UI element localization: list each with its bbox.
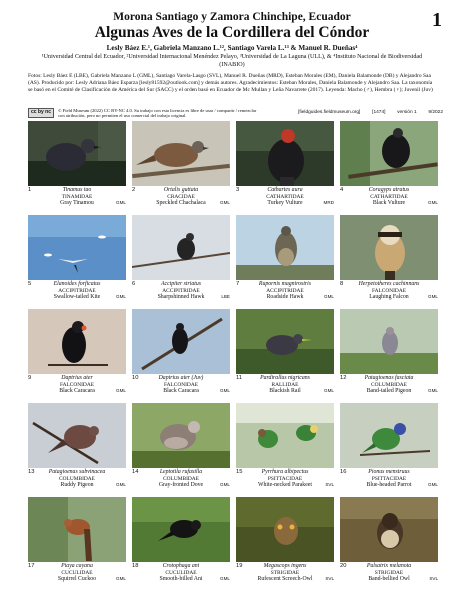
scientific-name: Pulsatrix melanota: [366, 563, 412, 569]
family-name: STRIGIDAE: [374, 569, 404, 576]
species-number: 19: [236, 563, 243, 569]
species-card: [132, 497, 230, 587]
species-card: [236, 215, 334, 305]
family-name: CUCULIDAE: [61, 569, 93, 576]
common-name: Laughing Falcon: [369, 294, 409, 301]
family-name: ACCIPITRIDAE: [266, 287, 304, 294]
photo-credit: MRD: [323, 200, 334, 206]
species-number: 6: [132, 281, 136, 287]
photo-credit: GML: [428, 388, 438, 394]
species-card: [340, 215, 438, 305]
species-number: 11: [236, 375, 243, 381]
scientific-name: Leptotila rufaxilla: [159, 469, 203, 475]
photo-credit: SVL: [325, 482, 334, 488]
species-number: 8: [340, 281, 344, 287]
common-name: Smooth-billed Ani: [159, 576, 203, 583]
family-name: FALCONIDAE: [59, 381, 95, 388]
scientific-name: Rupornis magnirostris: [258, 281, 312, 287]
bird-photo: [132, 497, 230, 562]
family-name: PSITTACIDAE: [371, 475, 407, 482]
scientific-name: Crotophaga ani: [162, 563, 200, 569]
common-name: Black Caracara: [163, 388, 199, 395]
photo-credit: GML: [428, 482, 438, 488]
photo-credit: GML: [220, 388, 230, 394]
scientific-name: Tinamus tao: [62, 187, 92, 193]
family-name: ACCIPITRIDAE: [162, 287, 200, 294]
guide-title: Algunas Aves de la Cordillera del Cóndor: [94, 24, 370, 41]
photo-credit: GML: [428, 200, 438, 206]
photo-credit: GML: [116, 294, 126, 300]
family-name: CRACIDAE: [167, 193, 195, 200]
scientific-name: Pardirallus nigricans: [260, 375, 310, 381]
family-name: COLUMBIDAE: [163, 475, 199, 482]
common-name: Band-tailed Pigeon: [366, 388, 412, 395]
common-name: Squirrel Cuckoo: [57, 576, 97, 583]
bird-photo: [28, 403, 126, 468]
species-card: [28, 309, 126, 399]
photo-credit: GML: [220, 576, 230, 582]
common-name: Rufescent Screech-Owl: [257, 576, 313, 583]
species-card: [340, 121, 438, 211]
species-card: [132, 403, 230, 493]
family-name: STRIGIDAE: [270, 569, 300, 576]
species-number: 4: [340, 187, 344, 193]
guide-id: [1474]: [372, 110, 386, 115]
bird-photo: [236, 497, 334, 562]
species-number: 12: [340, 375, 347, 381]
page-header: [0, 0, 464, 138]
bird-photo: [28, 309, 126, 374]
scientific-name: Daptrius ater (Juv): [158, 375, 204, 381]
bird-photo: [236, 215, 334, 280]
license-text: © Field Museum (2022) CC BY-NC 4.0. Su trabajo con esta licencia es libre de usar / compartir / remezclar con atribución, pero no permiten el uso comercial del trabajo original.: [58, 108, 257, 119]
bird-photo: [132, 121, 230, 186]
species-card: [28, 121, 126, 211]
species-card: [28, 403, 126, 493]
common-name: Turkey Vulture: [267, 200, 303, 207]
species-card: [340, 403, 438, 493]
species-card: [340, 309, 438, 399]
species-number: 13: [28, 469, 35, 475]
bird-photo: [340, 497, 438, 562]
scientific-name: Patagioenas fasciata: [364, 375, 414, 381]
bird-photo: [236, 403, 334, 468]
common-name: White-necked Parakeet: [258, 482, 312, 489]
bird-photo: [236, 309, 334, 374]
family-name: ACCIPITRIDAE: [58, 287, 96, 294]
common-name: Band-bellied Owl: [368, 576, 410, 583]
family-name: RALLIDAE: [271, 381, 299, 388]
species-number: 9: [28, 375, 32, 381]
bird-photo: [28, 215, 126, 280]
guide-date: 9/2022: [428, 110, 443, 115]
common-name: Roadside Hawk: [266, 294, 304, 301]
photo-credit: SVL: [325, 576, 334, 582]
bird-photo: [340, 309, 438, 374]
species-card: [28, 215, 126, 305]
family-name: COLUMBIDAE: [59, 475, 95, 482]
photo-credit: GML: [220, 482, 230, 488]
scientific-name: Pionus menstruus: [368, 469, 410, 475]
page-number: 1: [432, 9, 442, 31]
photo-credits: Fotos: Lesly Báez E (LBE), Gabriela Manzano L (GML), Santiago Varela-Lasgo (SVL), Manuel R. Dueñas (MRD), Esteban Morales (EM), Daniela Balamonde (DB) y Alejandro Saa (AS). Producido por: Lesly Adriana Báez Esparza [lesly81592@outlook.com] y demás autores. Agradecimientos: Esteban Morales, Daniela Balamonde y Alejandro Saa. La taxonomía se basó en el Comité de Clasificación de América del Sur (SACC) y el orden basó en Ecuador de Mc Mullan y Leña Navarrete (2017). Leyenda: Macho (♂), Hembra (♀); Juvenil (Juv): [28, 73, 433, 93]
scientific-name: Cathartes aura: [267, 187, 303, 193]
species-number: 5: [28, 281, 32, 287]
family-name: FALCONIDAE: [371, 287, 407, 294]
scientific-name: Accipiter striatus: [160, 281, 202, 287]
scientific-name: Ortalis guttata: [163, 187, 199, 193]
photo-credit: GML: [116, 482, 126, 488]
photo-credit: GML: [116, 200, 126, 206]
species-number: 16: [340, 469, 347, 475]
common-name: Black Vulture: [372, 200, 406, 207]
species-card: [236, 121, 334, 211]
authors: Lesly Báez E.¹, Gabriela Manzano L.¹², Santiago Varela L.¹³ & Manuel R. Dueñas⁴: [106, 44, 358, 52]
bird-photo: [28, 497, 126, 562]
photo-credit: GML: [116, 388, 126, 394]
scientific-name: Megascops ingens: [263, 563, 307, 569]
license-row: [28, 108, 443, 120]
scientific-name: Patagioenas subvinacea: [48, 469, 106, 475]
guide-meta: [298, 110, 443, 115]
common-name: Swallow-tailed Kite: [53, 294, 101, 301]
bird-photo: [236, 121, 334, 186]
scientific-name: Daptrius ater: [61, 375, 93, 381]
region-subtitle: Morona Santiago y Zamora Chinchipe, Ecuador: [113, 11, 351, 23]
species-number: 10: [132, 375, 139, 381]
species-number: 20: [340, 563, 347, 569]
bird-photo: [132, 215, 230, 280]
scientific-name: Herpetotheres cachinnans: [358, 281, 420, 287]
scientific-name: Pyrrhura albipectus: [261, 469, 309, 475]
common-name: Gray-fronted Dove: [158, 482, 204, 489]
bird-photo: [132, 309, 230, 374]
species-card: [236, 497, 334, 587]
photo-credit: LBE: [221, 294, 230, 300]
family-name: PSITTACIDAE: [267, 475, 303, 482]
species-card: [28, 497, 126, 587]
bird-photo: [340, 121, 438, 186]
bird-photo: [340, 403, 438, 468]
bird-photo: [340, 215, 438, 280]
species-card: [236, 309, 334, 399]
common-name: Gray Tinamou: [60, 200, 94, 207]
common-name: Blue-headed Parrot: [366, 482, 412, 489]
family-name: CATHARTIDAE: [266, 193, 304, 200]
species-number: 17: [28, 563, 35, 569]
species-number: 14: [132, 469, 139, 475]
photo-credit: GML: [324, 294, 334, 300]
species-number: 15: [236, 469, 243, 475]
common-name: Black Caracara: [59, 388, 95, 395]
species-card: [236, 403, 334, 493]
family-name: TINAMIDAE: [61, 193, 93, 200]
guide-version: versión 1: [397, 110, 417, 115]
scientific-name: Piaya cayana: [61, 563, 93, 569]
species-number: 1: [28, 187, 32, 193]
species-card: [132, 309, 230, 399]
scientific-name: Coragyps atratus: [368, 187, 410, 193]
photo-credit: GML: [428, 294, 438, 300]
species-card: [340, 497, 438, 587]
common-name: Speckled Chachalaca: [156, 200, 206, 207]
family-name: COLUMBIDAE: [371, 381, 407, 388]
species-card: [132, 215, 230, 305]
site-link[interactable]: [fieldguides.fieldmuseum.org]: [298, 110, 361, 115]
species-number: 7: [236, 281, 240, 287]
species-card: [132, 121, 230, 211]
family-name: CATHARTIDAE: [370, 193, 408, 200]
family-name: FALCONIDAE: [163, 381, 199, 388]
common-name: Ruddy Pigeon: [60, 482, 94, 489]
photo-credit: GML: [220, 200, 230, 206]
photo-credit: GML: [324, 388, 334, 394]
cc-license-badge: cc by nc: [28, 108, 54, 118]
bird-photo: [132, 403, 230, 468]
photo-credit: SVL: [429, 576, 438, 582]
species-number: 2: [132, 187, 136, 193]
scientific-name: Elanoides forficatus: [53, 281, 101, 287]
family-name: CUCULIDAE: [165, 569, 197, 576]
common-name: Sharpshinned Hawk: [157, 294, 205, 301]
species-number: 3: [236, 187, 240, 193]
bird-photo: [28, 121, 126, 186]
species-number: 18: [132, 563, 139, 569]
photo-credit: GML: [116, 576, 126, 582]
common-name: Blackish Rail: [269, 388, 301, 395]
affiliations: ¹Universidad Central del Ecuador, ²Universidad Internacional Menéndez Pelayo, ³Universidad de La Laguna (ULL), & ⁴Instituto Nacional de Biodiversidad (INABIO): [41, 54, 423, 68]
